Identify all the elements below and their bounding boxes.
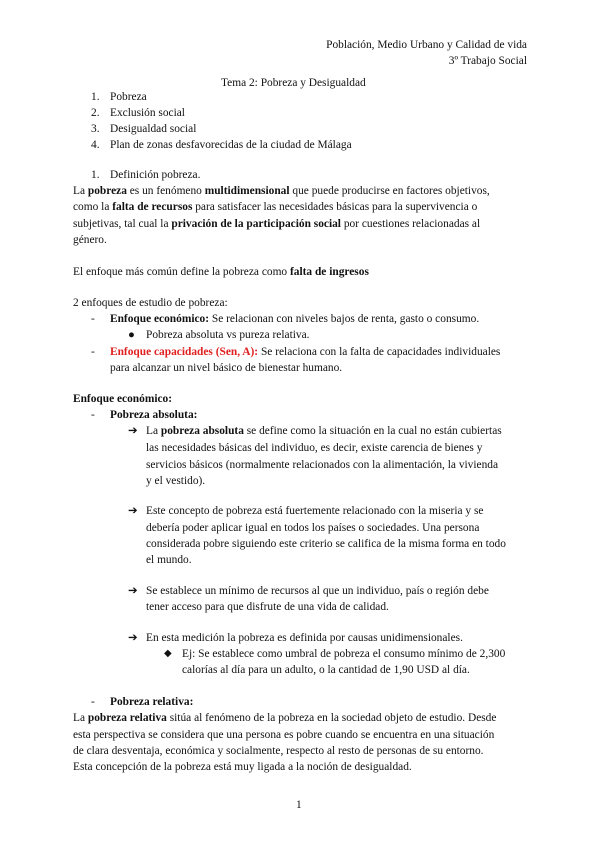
approaches-intro: 2 enfoques de estudio de pobreza:	[73, 297, 228, 309]
approach-capabilities-cont: para alcanzar un nivel básico de bienestar humano.	[110, 362, 343, 374]
section-num: 1.	[91, 169, 100, 181]
approach-economic-bullet: Pobreza absoluta vs pureza relativa.	[146, 329, 310, 341]
abs-point-line: debería poder aplicar igual en todos los países o sociedades. Una persona	[146, 522, 480, 534]
definition-line: como la falta de recursos para satisfacer las necesidades básicas para la supervivencia o	[73, 201, 478, 213]
arrow-icon: ➔	[128, 632, 138, 644]
abs-point-line: Este concepto de pobreza está fuertemente relacionado con la miseria y se	[146, 505, 484, 517]
toc-num: 4.	[91, 139, 100, 151]
definition-line: La pobreza es un fenómeno multidimensional que puede producirse en factores objetivos,	[73, 185, 490, 197]
approach-economic: Enfoque económico: Se relacionan con niveles bajos de renta, gasto o consumo.	[110, 313, 480, 325]
abs-point-line: tener acceso para que disfrute de una vida de calidad.	[146, 601, 389, 613]
page-number: 1	[296, 799, 302, 811]
common-approach: El enfoque más común define la pobreza como falta de ingresos	[73, 266, 369, 278]
absolute-heading: Pobreza absoluta:	[110, 409, 198, 421]
abs-point-line: considerada pobre siguiendo este criterio se califica de la misma forma en todo	[146, 538, 506, 550]
arrow-icon: ➔	[128, 425, 138, 437]
arrow-icon: ➔	[128, 505, 138, 517]
dash-marker: -	[91, 409, 95, 421]
header-course: Población, Medio Urbano y Calidad de vida	[326, 39, 527, 51]
section-heading: Definición pobreza.	[110, 169, 201, 181]
relative-line: de clara desventaja, económica y socialmente, respecto al resto de personas de su entorno.	[73, 745, 484, 757]
relative-line: Esta concepción de la pobreza está muy ligada a la noción de desigualdad.	[73, 761, 412, 773]
toc-num: 3.	[91, 123, 100, 135]
header-degree: 3º Trabajo Social	[448, 55, 527, 67]
approach-capabilities: Enfoque capacidades (Sen, A): Se relaciona con la falta de capacidades individuales	[110, 346, 501, 358]
dash-marker: -	[91, 313, 95, 325]
relative-line: esta perspectiva se considera que una persona es pobre cuando se encuentra en una situación	[73, 729, 495, 741]
relative-heading: Pobreza relativa:	[110, 696, 194, 708]
toc-num: 2.	[91, 107, 100, 119]
abs-point-line: las necesidades básicas del individuo, es decir, existe carencia de bienes y	[146, 442, 483, 454]
abs-point-line: Se establece un mínimo de recursos al que un individuo, país o región debe	[146, 585, 489, 597]
toc-item: Desigualdad social	[110, 123, 197, 135]
econ-heading: Enfoque económico:	[73, 393, 173, 405]
page-title: Tema 2: Pobreza y Desigualdad	[221, 77, 366, 89]
example-line: calorías al día para un adulto, o la cantidad de 1,90 USD al día.	[182, 664, 470, 676]
relative-line: La pobreza relativa sitúa al fenómeno de la pobreza en la sociedad objeto de estudio. Desde	[73, 712, 497, 724]
bullet-icon: ●	[128, 329, 135, 341]
diamond-icon: ◆	[164, 648, 172, 659]
abs-point-line: La pobreza absoluta se define como la situación en la cual no están cubiertas	[146, 425, 502, 437]
definition-line: género.	[73, 234, 107, 246]
dash-marker: -	[91, 696, 95, 708]
example-line: Ej: Se establece como umbral de pobreza el consumo mínimo de 2,300	[182, 648, 506, 660]
toc-num: 1.	[91, 91, 100, 103]
toc-item: Exclusión social	[110, 107, 185, 119]
abs-point-line: servicios básicos (normalmente relacionados con la alimentación, la vivienda	[146, 459, 499, 471]
arrow-icon: ➔	[128, 585, 138, 597]
abs-point-line: En esta medición la pobreza es definida por causas unidimensionales.	[146, 632, 463, 644]
abs-point-line: el mundo.	[146, 554, 192, 566]
abs-point-line: y el vestido).	[146, 475, 206, 487]
dash-marker: -	[91, 346, 95, 358]
toc-item: Plan de zonas desfavorecidas de la ciudad de Málaga	[110, 139, 352, 151]
toc-item: Pobreza	[110, 91, 147, 103]
definition-line: subjetivas, tal cual la privación de la participación social por cuestiones relacionadas al	[73, 218, 481, 230]
